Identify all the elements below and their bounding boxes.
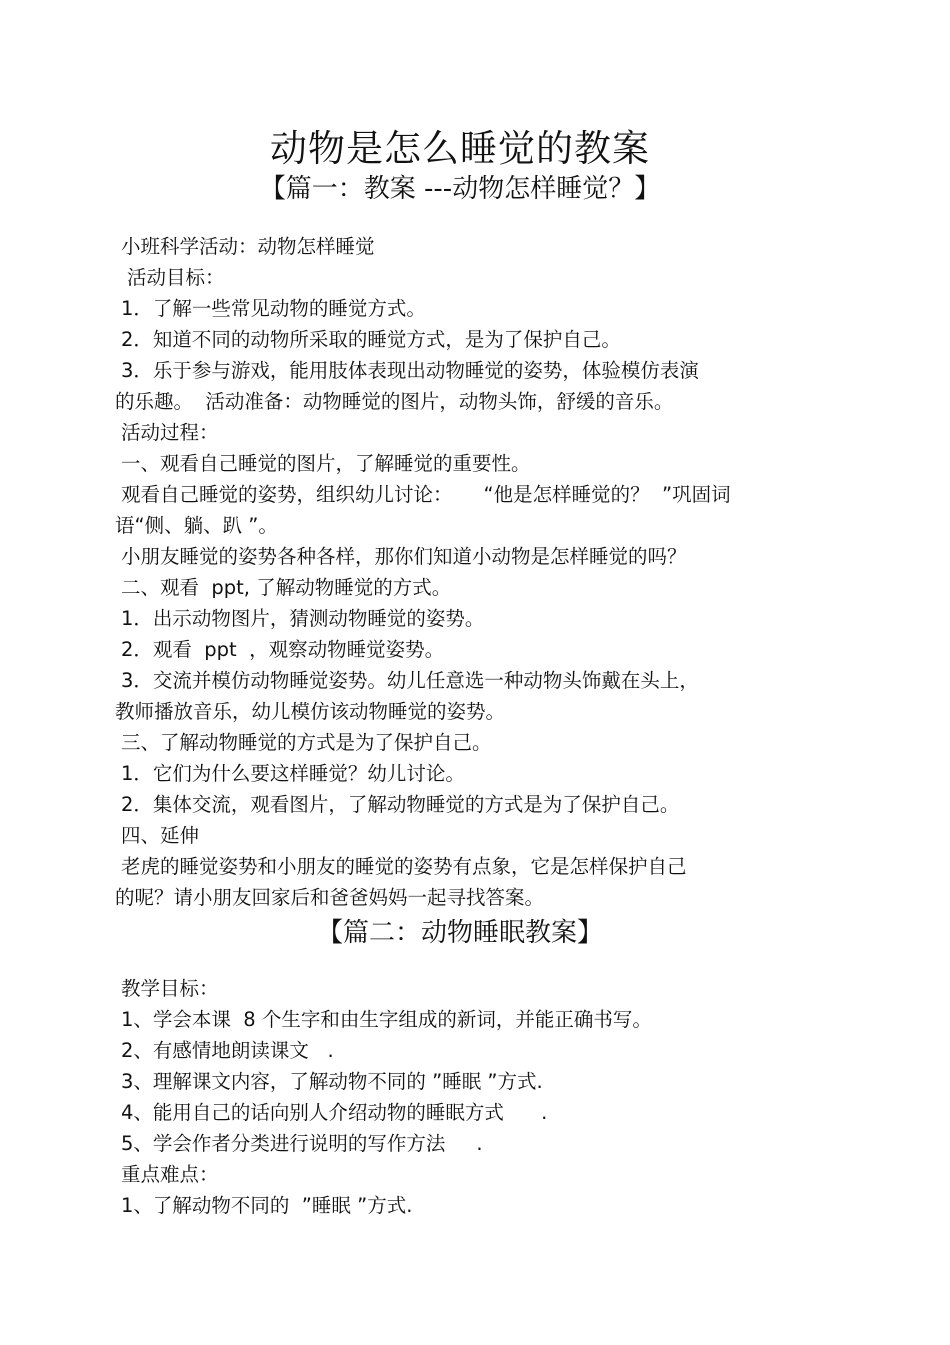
body-line: 老虎的睡觉姿势和小朋友的睡觉的姿势有点象，它是怎样保护自己 (121, 855, 687, 878)
body-line: 4、能用自己的话向别人介绍动物的睡眠方式 . (121, 1101, 548, 1124)
body-line: 一、观看自己睡觉的图片，了解睡觉的重要性。 (121, 452, 531, 475)
body-line: 教学目标： (121, 977, 219, 1000)
body-line: 教师播放音乐，幼儿模仿该动物睡觉的姿势。 (115, 700, 506, 723)
body-line: 活动过程： (121, 421, 219, 444)
section-heading-1: 【篇一：教案 ---动物怎样睡觉？】 (259, 174, 661, 204)
body-line: 观看自己睡觉的姿势，组织幼儿讨论： “他是怎样睡觉的？ ”巩固词 (121, 483, 731, 506)
body-line: 语“侧、躺、趴 ”。 (115, 514, 278, 537)
body-line: 的呢？请小朋友回家后和爸爸妈妈一起寻找答案。 (115, 886, 545, 909)
body-line: 重点难点： (121, 1163, 219, 1186)
body-line: 二、观看 ppt, 了解动物睡觉的方式。 (121, 576, 452, 599)
body-line: 1．了解一些常见动物的睡觉方式。 (121, 297, 426, 320)
body-line: 四、延伸 (121, 824, 200, 847)
body-line: 小朋友睡觉的姿势各种各样，那你们知道小动物是怎样睡觉的吗？ (121, 545, 687, 568)
body-line: 1、了解动物不同的 ”睡眠 ”方式. (121, 1194, 413, 1217)
body-line: 5、学会作者分类进行说明的写作方法 . (121, 1132, 483, 1155)
body-line: 2、有感情地朗读课文 . (121, 1039, 334, 1062)
section-1-body (115, 231, 815, 913)
body-line: 活动目标： (127, 266, 225, 289)
body-line: 3、理解课文内容，了解动物不同的 ”睡眠 ”方式. (121, 1070, 543, 1093)
body-line: 的乐趣。 活动准备：动物睡觉的图片，动物头饰，舒缓的音乐。 (115, 390, 674, 413)
section-2-body (115, 973, 815, 1221)
body-line: 小班科学活动：动物怎样睡觉 (121, 235, 375, 258)
body-line: 1．出示动物图片，猜测动物睡觉的姿势。 (121, 607, 485, 630)
body-line: 1．它们为什么要这样睡觉？幼儿讨论。 (121, 762, 465, 785)
body-line: 2．集体交流，观看图片，了解动物睡觉的方式是为了保护自己。 (121, 793, 680, 816)
body-line: 三、了解动物睡觉的方式是为了保护自己。 (121, 731, 492, 754)
page-title: 动物是怎么睡觉的教案 (270, 127, 650, 170)
section-heading-2: 【篇二：动物睡眠教案】 (316, 918, 603, 948)
body-line: 2．知道不同的动物所采取的睡觉方式，是为了保护自己。 (121, 328, 621, 351)
body-line: 3．交流并模仿动物睡觉姿势。幼儿任意选一种动物头饰戴在头上， (121, 669, 699, 692)
body-line: 2．观看 ppt ，观察动物睡觉姿势。 (121, 638, 445, 661)
body-line: 3．乐于参与游戏，能用肢体表现出动物睡觉的姿势，体验模仿表演 (121, 359, 699, 382)
body-line: 1、学会本课 8 个生字和由生字组成的新词，并能正确书写。 (121, 1008, 652, 1031)
